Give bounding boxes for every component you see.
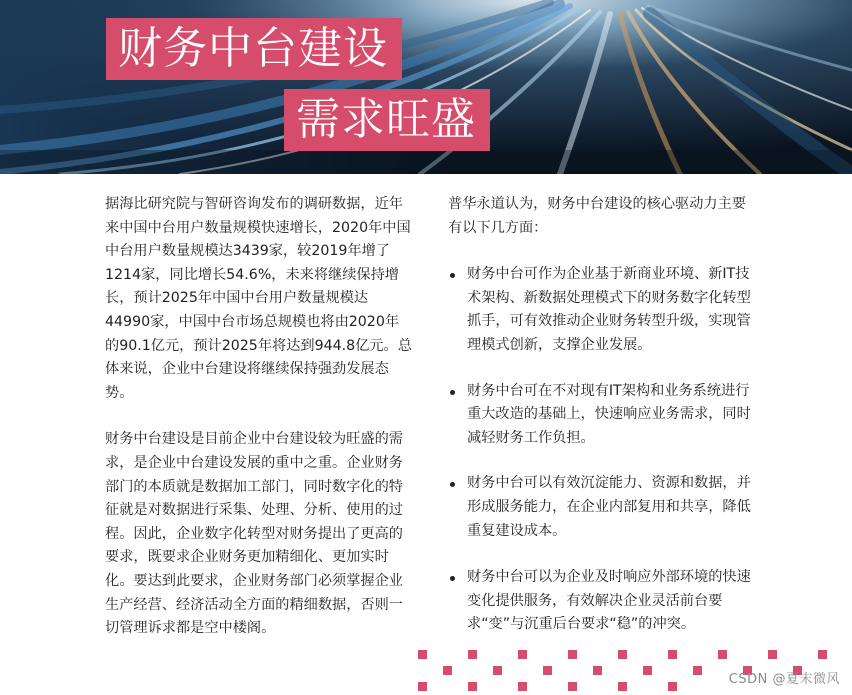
- list-item: 财务中台可作为企业基于新商业环境、新IT技术架构、新数据处理模式下的财务数字化转型抓手，可有效推动企业财务转型升级，实现管理模式创新，支撑企业发展。: [448, 263, 760, 357]
- header-banner: [0, 0, 852, 174]
- left-column: [105, 193, 413, 641]
- title-line-1: 财务中台建设: [106, 18, 402, 80]
- paragraph-finance-demand: 财务中台建设是目前企业中台建设较为旺盛的需求，是企业中台建设发展的重中之重。企业财务部门的本质就是数据加工部门，同时数字化的特征就是对数据进行采集、处理、分析、使用的过程。因此，企业数字化转型对财务提出了更高的要求，既要求企业财务更加精细化、更加实时化。要达到此要求，企业财务部门必须掌握企业生产经营、经济活动全方面的精细数据，否则一切管理诉求都是空中楼阁。: [105, 431, 403, 637]
- drivers-list: [448, 263, 760, 637]
- list-item: 财务中台可以有效沉淀能力、资源和数据，并形成服务能力，在企业内部复用和共享，降低重复建设成本。: [448, 472, 760, 543]
- title-line-2: 需求旺盛: [284, 89, 490, 151]
- list-item: 财务中台可在不对现有IT架构和业务系统进行重大改造的基础上，快速响应业务需求，同时减轻财务工作负担。: [448, 380, 760, 451]
- paragraph-market-data: 据海比研究院与智研咨询发布的调研数据，近年来中国中台用户数量规模快速增长，2020年中国中台用户数量规模达3439家，较2019年增了1214家，同比增长54.6%，未来将继续保持增长，预计2025年中国中台用户数量规模达44990家，中国中台市场总规模也将由2020年的90.1亿元，预计2025年将达到944.8亿元。总体来说，企业中台建设将继续保持强劲发展态势。: [105, 196, 412, 401]
- list-item: 财务中台可以为企业及时响应外部环境的快速变化提供服务，有效解决企业灵活前台要求“变”与沉重后台要求“稳”的冲突。: [448, 566, 760, 637]
- right-column: [448, 193, 760, 637]
- watermark: CSDN @夏末微风: [728, 672, 840, 687]
- drivers-intro: 普华永道认为，财务中台建设的核心驱动力主要有以下几方面：: [448, 196, 746, 236]
